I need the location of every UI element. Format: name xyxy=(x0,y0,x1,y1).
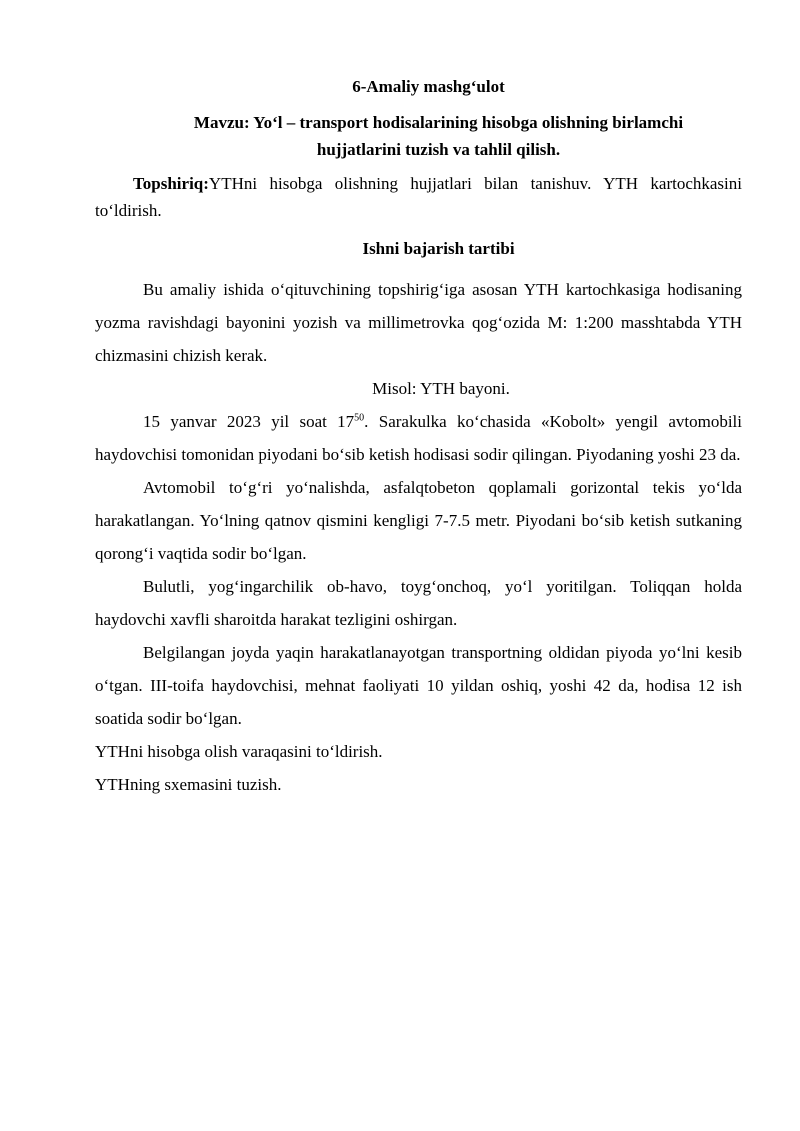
instruction-1: YTHni hisobga olish varaqasini to‘ldirish. xyxy=(95,742,383,761)
task-paragraph xyxy=(95,170,742,224)
topic-heading xyxy=(95,109,742,163)
crossing-paragraph: Belgilangan joyda yaqin harakatlanayotgan transportning oldidan piyoda yo‘lni kesib o‘tgan. III-toifa haydovchisi, mehnat faoliyati 10 yildan oshiq, yoshi 42 da, hodisa 12 ish soatida sodir bo‘lgan. xyxy=(95,643,742,728)
incident-paragraph xyxy=(95,405,742,471)
vehicle-paragraph: Avtomobil to‘g‘ri yo‘nalishda, asfalqtobeton qoplamali gorizontal tekis yo‘lda harakatlangan. Yo‘lning qatnov qismini kengligi 7-7.5 metr. Piyodani bo‘sib ketish sutkaning qorong‘i vaqtida sodir bo‘lgan. xyxy=(95,478,742,563)
topic-line-1: Mavzu: Yo‘l – transport hodisalarining hisobga olishning birlamchi xyxy=(193,113,684,132)
task-text: YTHni hisobga olishning hujjatlari bilan tanishuv. YTH kartochkasini to‘ldirish. xyxy=(95,174,742,220)
instruction-2: YTHning sxemasini tuzish. xyxy=(95,775,282,794)
example-heading: Misol: YTH bayoni. xyxy=(372,379,510,398)
page-title: 6-Amaliy mashg‘ulot xyxy=(352,77,505,96)
section-heading: Ishni bajarish tartibi xyxy=(362,239,515,258)
task-label: Topshiriq: xyxy=(133,174,209,193)
incident-date: 15 yanvar 2023 yil soat 17 xyxy=(143,412,355,431)
incident-minutes: 50 xyxy=(354,412,365,424)
document-page xyxy=(95,70,742,801)
weather-paragraph: Bulutli, yog‘ingarchilik ob-havo, toyg‘onchoq, yo‘l yoritilgan. Toliqqan holda haydovchi xavfli sharoitda harakat tezligini oshirgan. xyxy=(95,577,742,629)
intro-paragraph: Bu amaliy ishida o‘qituvchining topshirig‘iga asosan YTH kartochkasiga hodisaning yozma ravishdagi bayonini yozish va millimetrovka qog‘ozida M: 1:200 masshtabda YTH chizmasini chizish kerak. xyxy=(95,280,742,365)
incident-description: . Sarakulka ko‘chasida «Kobolt» yengil avtomobili haydovchisi tomonidan piyodani bo‘sib ketish hodisasi sodir qilingan. Piyodaning yoshi 23 da. xyxy=(95,412,742,464)
topic-line-2: hujjatlarini tuzish va tahlil qilish. xyxy=(316,140,561,159)
